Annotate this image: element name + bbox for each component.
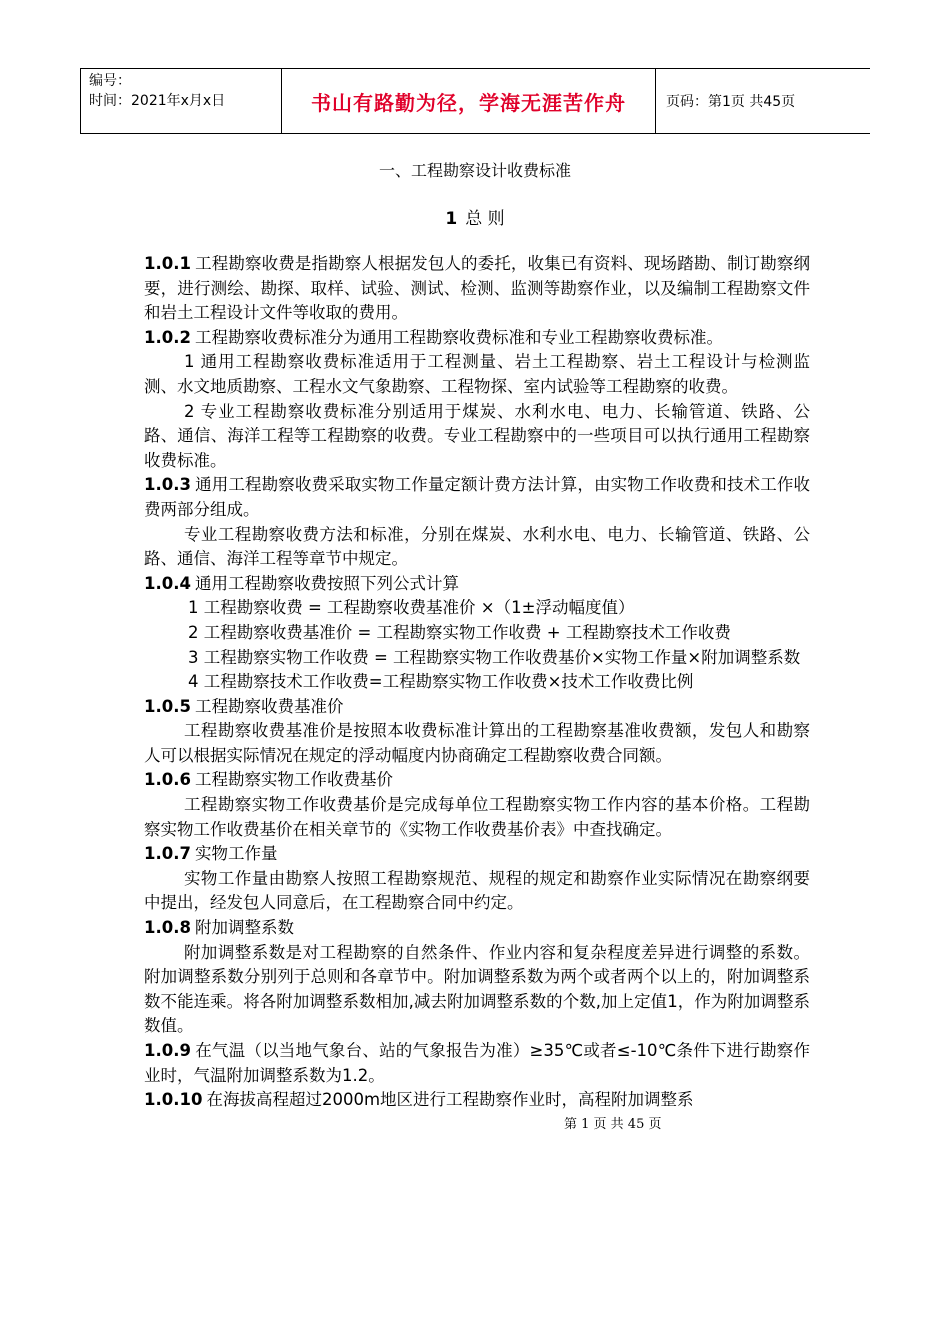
formula-line: 4 工程勘察技术工作收费=工程勘察实物工作收费×技术工作收费比例 [188,672,694,692]
paragraph: 专业工程勘察收费方法和标准，分别在煤炭、水利水电、电力、长输管道、铁路、公路、通信、海洋工程等章节中规定。 [144,524,810,569]
document-header [80,68,870,134]
paragraph: 工程勘察实物工作收费基价是完成每单位工程勘察实物工作内容的基本价格。工程勘察实物工作收费基价在相关章节的《实物工作收费基价表》中查找确定。 [144,795,810,839]
paragraph: 1.0.1 工程勘察收费是指勘察人根据发包人的委托，收集已有资料、现场踏勘、制订勘察纲要，进行测绘、勘探、取样、试验、测试、检测、监测等勘察作业，以及编制工程勘察文件和岩土工程设计文件等收取的费用。 [144,254,810,323]
paragraph: 1 通用工程勘察收费标准适用于工程测量、岩土工程勘察、岩土工程设计与检测监测、水文地质勘察、工程水文气象勘察、工程物探、室内试验等工程勘察的收费。 [144,352,810,396]
clause-number: 1.0.8 [144,918,191,938]
document-title: 一、工程勘察设计收费标准 [378,161,571,180]
code-label: 编号： [89,73,131,89]
formula-line: 1 工程勘察收费 = 工程勘察收费基准价 ×（1±浮动幅度值） [188,598,635,618]
paragraph: 2 专业工程勘察收费标准分别适用于煤炭、水利水电、电力、长输管道、铁路、公路、通信、海洋工程等工程勘察的收费。专业工程勘察中的一些项目可以执行通用工程勘察收费标准。 [144,401,810,470]
paragraph: 1.0.2 工程勘察收费标准分为通用工程勘察收费标准和专业工程勘察收费标准。 [144,327,723,347]
date-label: 时间：2021年x月x日 [89,93,226,109]
clause-number: 1.0.7 [144,844,191,864]
header-motto: 书山有路勤为径，学海无涯苦作舟 [282,69,656,133]
paragraph: 实物工作量由勘察人按照工程勘察规范、规程的规定和勘察作业实际情况在勘察纲要中提出，经发包人同意后，在工程勘察合同中约定。 [144,868,810,913]
clause-number: 1.0.2 [144,327,191,347]
paragraph: 1.0.5 工程勘察收费基准价 [144,696,344,716]
paragraph: 1.0.8 附加调整系数 [144,918,294,938]
paragraph: 1.0.9 在气温（以当地气象台、站的气象报告为准）≥35℃或者≤-10℃条件下进行勘察作业时，气温附加调整系数为1.2。 [144,1041,810,1085]
paragraph: 附加调整系数是对工程勘察的自然条件、作业内容和复杂程度差异进行调整的系数。附加调整系数分别列于总则和各章节中。附加调整系数为两个或者两个以上的，附加调整系数不能连乘。将各附加调整系数相加,减去附加调整系数的个数,加上定值1，作为附加调整系数值。 [144,942,810,1036]
clause-number: 1.0.6 [144,770,191,790]
formula-line: 2 工程勘察收费基准价 = 工程勘察实物工作收费 + 工程勘察技术工作收费 [188,622,731,642]
paragraph: 1.0.10 在海拔高程超过2000m地区进行工程勘察作业时，高程附加调整系 [144,1090,694,1110]
header-page-number: 页码：第1页 共45页 [666,94,796,110]
section-heading [0,204,950,229]
header-meta [80,69,282,133]
clause-number: 1.0.5 [144,696,191,716]
paragraph: 工程勘察收费基准价是按照本收费标准计算出的工程勘察基准收费额，发包人和勘察人可以根据实际情况在规定的浮动幅度内协商确定工程勘察收费合同额。 [144,721,810,765]
clause-number: 1.0.10 [144,1090,203,1110]
clause-number: 1.0.4 [144,573,191,593]
clause-number: 1.0.3 [144,475,191,495]
paragraph: 1.0.7 实物工作量 [144,844,278,864]
section-number: 1 [445,209,458,229]
clause-number: 1.0.1 [144,254,191,273]
section-title: 总 则 [465,209,505,229]
paragraph: 1.0.6 工程勘察实物工作收费基价 [144,770,393,790]
clause-number: 1.0.9 [144,1041,191,1060]
formula-line: 3 工程勘察实物工作收费 = 工程勘察实物工作收费基价×实物工作量×附加调整系数 [188,647,801,667]
paragraph: 1.0.4 通用工程勘察收费按照下列公式计算 [144,573,459,593]
document-body [144,252,810,1113]
paragraph: 1.0.3 通用工程勘察收费采取实物工作量定额计费方法计算，由实物工作收费和技术工作收费两部分组成。 [144,475,810,519]
page-footer: 第 1 页 共 45 页 [564,1117,662,1132]
